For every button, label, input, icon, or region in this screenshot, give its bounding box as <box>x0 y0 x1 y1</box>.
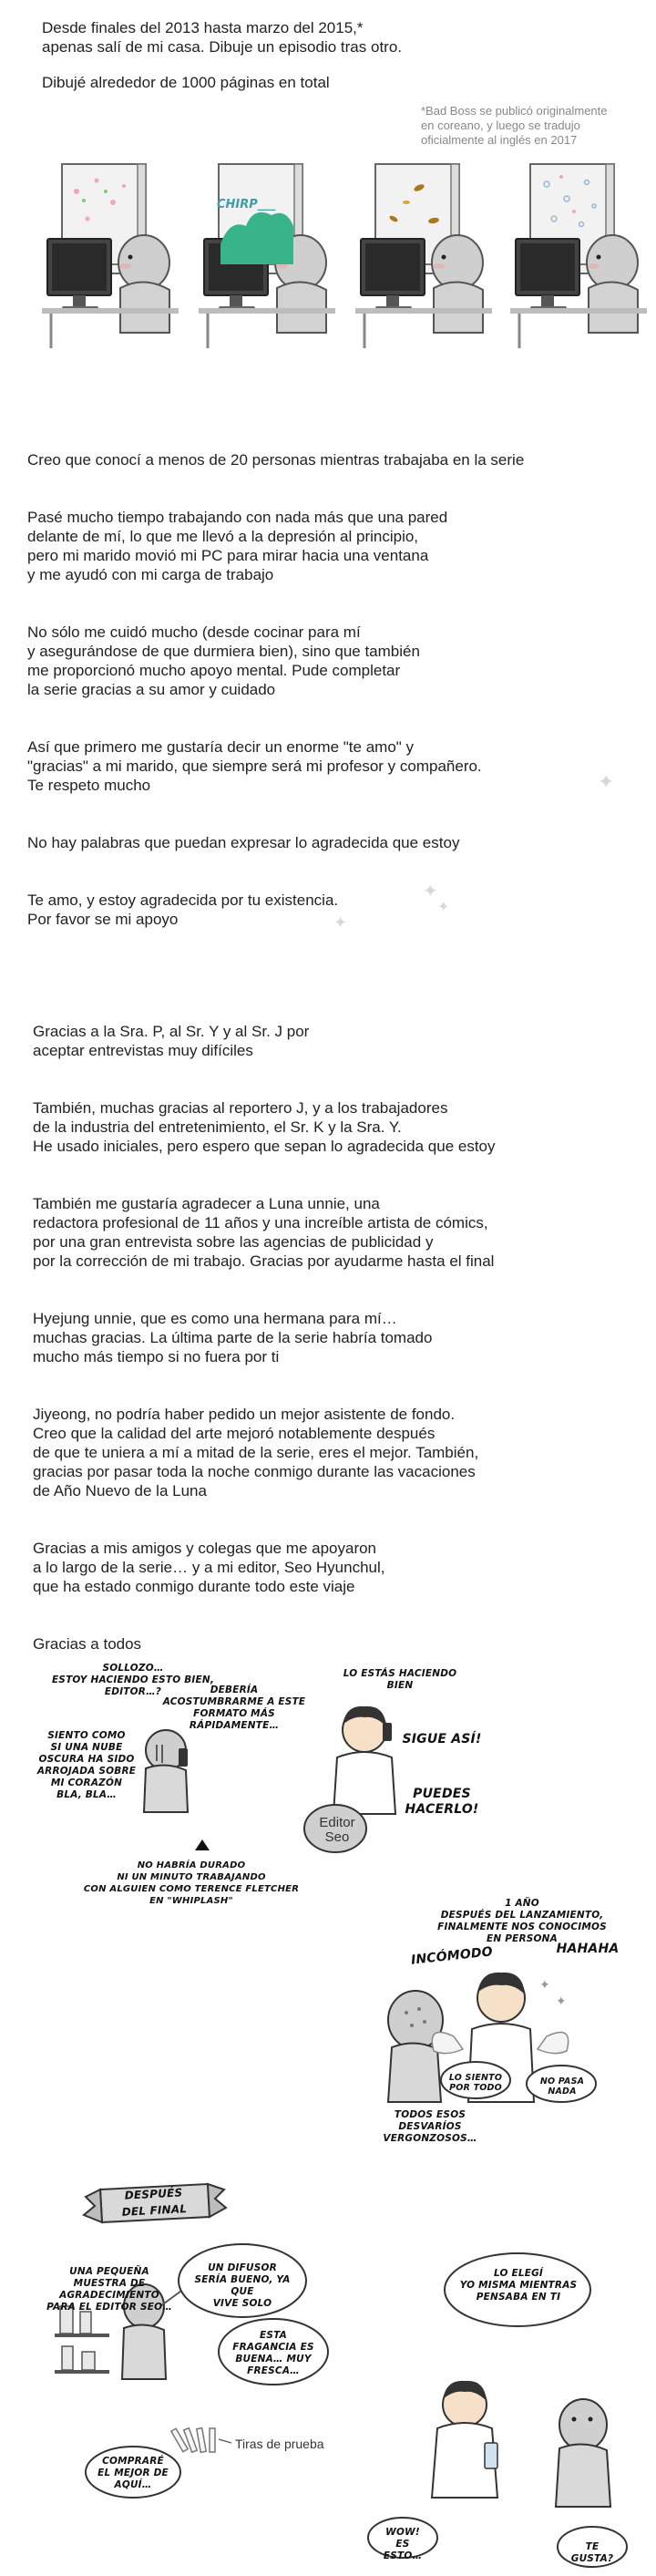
thanks-block-1 <box>27 431 638 967</box>
svg-text:✦: ✦ <box>539 1977 550 1992</box>
comic-nothing-text: NO PASA NADA <box>539 2076 585 2097</box>
thanks-2-p3: También me gustaría agradecer a Luna unnie, una redactora profesional de 11 años y una increíble artista de cómics, por una gran entrevista sobre las agencias de publicidad y por la corrección de mi trabajo. Gracias por ayudarme hasta el final <box>33 1195 495 1270</box>
sparkle-icon: ✦ <box>437 900 450 915</box>
editor-gift-character <box>432 2381 497 2498</box>
comic-sample-text: UNA PEQUEÑA MUESTRA DE AGRADECIMIENTO PARA EL EDITOR SEO… <box>46 2266 172 2313</box>
sparkle-icon: ✦ <box>333 913 348 932</box>
thanks-2-p5: Jiyeong, no podría haber pedido un mejor asistente de fondo. Creo que la calidad del arte mejoró notablemente después de que te uniera a mí a mitad de la serie, eres el mejor. También, gracias por pasar toda la noche conmigo durante las vacaciones de Año Nuevo de la Luna <box>33 1406 479 1499</box>
triangle-marker <box>195 1839 210 1850</box>
comic-diffuser-text: UN DIFUSOR SERÍA BUENO, YA QUE VIVE SOLO <box>194 2262 291 2309</box>
thanks-2-p6: Gracias a mis amigos y colegas que me apoyaron a lo largo de la serie… y a mi editor, Seo Hyunchul, que ha estado conmigo durante todo este viaje <box>33 1540 385 1595</box>
comic-cloud-text: SIENTO COMO SI UNA NUBE OSCURA HA SIDO ARROJADA SOBRE MI CORAZÓN BLA, BLA… <box>36 1730 137 1800</box>
author-gift-character <box>556 2399 610 2507</box>
comic-wow-text: WOW! ES ESTO… <box>383 2527 423 2561</box>
after-the-end-title: DESPUÉS DEL FINAL <box>121 2186 188 2219</box>
thanks-1-p4: Así que primero me gustaría decir un enorme "te amo" y "gracias" a mi marido, que siempre será mi profesor y compañero. Te respeto mucho <box>27 738 482 794</box>
comic-year-text: 1 AÑO DESPUÉS DEL LANZAMIENTO, FINALMENTE NOS CONOCIMOS EN PERSONA <box>437 1898 607 1944</box>
editor-seo-label: Editor Seo <box>319 1815 355 1845</box>
comic-like-it-text: TE GUSTA? <box>570 2541 614 2564</box>
comic-awkward-text: INCÓMODO <box>410 1944 494 1968</box>
comic-sob-text: SOLLOZO… ESTOY HACIENDO ESTO BIEN, EDITOR…? <box>51 1663 215 1697</box>
comic-you-can-text: PUEDES HACERLO! <box>405 1787 479 1817</box>
thanks-2-p1: Gracias a la Sra. P, al Sr. Y y al Sr. J por aceptar entrevistas muy difíciles <box>33 1023 310 1059</box>
panel-summer <box>199 164 335 348</box>
diffuser-shelf <box>55 2306 109 2374</box>
comic-keep-going-text: SIGUE ASÍ! <box>402 1732 482 1747</box>
intro-footnote: *Bad Boss se publicó originalmente en coreano, y luego se tradujo oficialmente al inglés en 2017 <box>421 104 608 147</box>
thanks-2-p7: Gracias a todos <box>33 1635 142 1653</box>
sparkle-icon: ✦ <box>423 881 438 902</box>
comic-whiplash-text: NO HABRÍA DURADO NI UN MINUTO TRABAJANDO CON ALGUIEN COMO TERENCE FLETCHER EN "WHIPLASH" <box>83 1860 300 1906</box>
comic-chose-text: LO ELEGÍ YO MISMA MIENTRAS PENSABA EN TI <box>459 2268 578 2303</box>
intro-line-3: Dibujé alrededor de 1000 páginas en total <box>42 74 330 91</box>
comic-should-text: DEBERÍA ACOSTUMBRARME A ESTE FORMATO MÁS RÁPIDAMENTE… <box>162 1685 306 1731</box>
comic-doing-well-text: LO ESTÁS HACIENDO BIEN <box>343 1668 457 1691</box>
comic-strip-3-art <box>0 2169 656 2576</box>
seasons-panels <box>0 155 656 355</box>
comic-sorry-text: LO SIENTO POR TODO <box>448 2073 503 2093</box>
thanks-2-p2: También, muchas gracias al reportero J, y a los trabajadores de la industria del entretenimiento, el Sr. K y la Sra. Y. He usado iniciales, pero espero que sepan lo agradecida que estoy <box>33 1099 496 1155</box>
comic-strip-2-art <box>346 1942 656 2124</box>
comic-embarrassing-text: TODOS ESOS DESVARÍOS VERGONZOSOS… <box>383 2109 477 2144</box>
comic-fragrance-text: ESTA FRAGANCIA ES BUENA… MUY FRESCA… <box>232 2330 314 2376</box>
test-strips-label: Tiras de prueba <box>235 2437 324 2451</box>
thanks-1-p3: No sólo me cuidó mucho (desde cocinar para mí y asegurándose de que durmiera bien), sino que también me proporcionó mucho apoyo mental. Pude completar la serie gracias a su amor y cuidado <box>27 623 420 698</box>
comic-bought-text: COMPRARÉ EL MEJOR DE AQUÍ… <box>97 2456 169 2490</box>
chirp-sfx: CHIRP___ <box>217 198 276 211</box>
sparkle-icon: ✦ <box>598 770 615 793</box>
thanks-block-2 <box>33 1003 643 1692</box>
thanks-2-p4: Hyejung unnie, que es como una hermana para mí… muchas gracias. La última parte de la serie habría tomado mucho más tiempo si no fuera por ti <box>33 1310 433 1365</box>
intro-line-2: apenas salí de mi casa. Dibuje un episodio tras otro. <box>42 38 403 56</box>
thanks-1-p1: Creo que conocí a menos de 20 personas mientras trabajaba en la serie <box>27 451 525 469</box>
thanks-1-p6: Te amo, y estoy agradecida por tu existencia. Por favor se mi apoyo <box>27 891 339 928</box>
test-strips <box>171 2428 215 2453</box>
panel-winter <box>510 164 647 348</box>
thanks-1-p2: Pasé mucho tiempo trabajando con nada más que una pared delante de mí, lo que me llevó a la depresión al principio, pero mi marido movió mi PC para mirar hacia una ventana y me ayudó con mi carga de trabajo <box>27 509 448 583</box>
svg-text:✦: ✦ <box>556 1994 567 2008</box>
intro-line-1: Desde finales del 2013 hasta marzo del 2015,* <box>42 19 364 36</box>
panel-spring <box>42 164 179 348</box>
thanks-1-p5: No hay palabras que puedan expresar lo agradecida que estoy <box>27 834 460 851</box>
panel-autumn <box>355 164 492 348</box>
comic-haha-text: HAHAHA <box>556 1942 620 1956</box>
